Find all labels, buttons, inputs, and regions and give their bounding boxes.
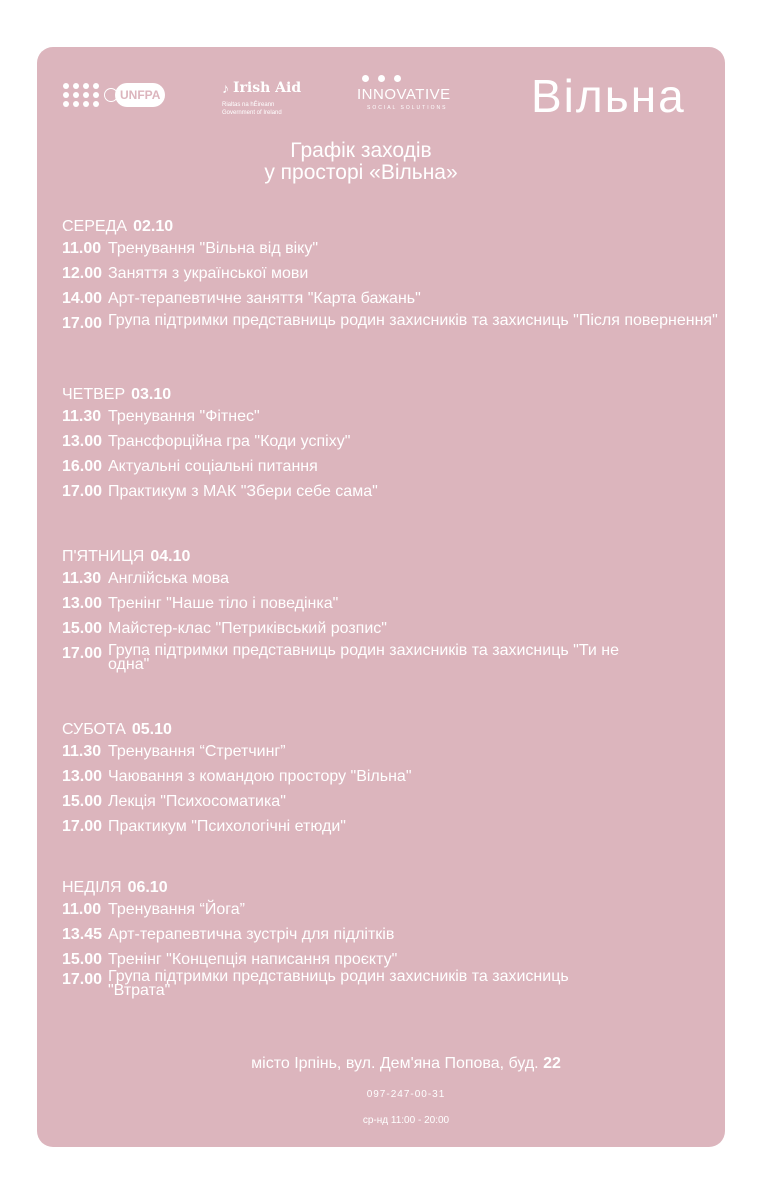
address [62, 1055, 725, 1073]
event-title: Тренування “Йога” [108, 901, 245, 918]
event-time: 17.00 [62, 971, 103, 988]
event-time: 16.00 [62, 458, 103, 475]
address-text: місто Ірпінь, вул. Дем'яна Попова, буд. [251, 1055, 539, 1072]
day-name: П'ЯТНИЦЯ [62, 548, 145, 565]
event-item [62, 619, 722, 639]
day-wednesday [62, 214, 722, 339]
event-item [62, 950, 722, 970]
event-item [62, 239, 722, 259]
day-date: 03.10 [131, 386, 172, 403]
event-item [62, 817, 722, 837]
event-title: Група підтримки представниць родин захисників та захисниць "Ти не одна" [108, 642, 619, 673]
address-building: 22 [543, 1055, 561, 1072]
event-item [62, 644, 622, 672]
event-title: Група підтримки представниць родин захисників та захисниць "Після повернення" [108, 312, 718, 329]
day-date: 05.10 [131, 721, 172, 738]
event-time: 11.30 [62, 743, 102, 760]
event-item [62, 407, 722, 427]
event-item [62, 289, 722, 309]
event-title: Тренування “Стретчинг” [108, 743, 286, 760]
event-item [62, 925, 722, 945]
title-line-2: у просторі «Вільна» [264, 161, 458, 184]
event-item [62, 314, 722, 334]
event-time: 11.00 [62, 240, 102, 257]
event-time: 13.00 [62, 595, 103, 612]
event-time: 17.00 [62, 483, 103, 500]
event-time: 14.00 [62, 290, 103, 307]
event-time: 15.00 [62, 951, 103, 968]
event-time: 17.00 [62, 315, 103, 332]
event-time: 13.00 [62, 433, 103, 450]
event-title: Тренування "Вільна від віку" [108, 240, 319, 257]
event-time: 13.00 [62, 768, 103, 785]
event-time: 13.45 [62, 926, 103, 943]
event-item [62, 432, 722, 452]
innovative-sub: SOCIAL SOLUTIONS [367, 105, 448, 111]
event-item [62, 594, 722, 614]
day-date: 06.10 [127, 879, 168, 896]
day-date: 02.10 [133, 218, 174, 235]
day-heading [62, 544, 722, 569]
event-title: Тренінг "Концепція написання проєкту" [108, 951, 398, 968]
poster-card [37, 47, 725, 1147]
event-item [62, 569, 722, 589]
opening-hours: ср-нд 11:00 - 20:00 [362, 1115, 450, 1126]
day-date: 04.10 [150, 548, 191, 565]
irish-aid-name: Irish Aid [233, 80, 302, 96]
day-heading [62, 214, 722, 239]
phone-number: 097-247-00-31 [366, 1089, 446, 1100]
day-name: ЧЕТВЕР [62, 386, 126, 403]
day-saturday [62, 717, 722, 842]
event-title: Арт-терапевтична зустріч для підлітків [108, 926, 395, 943]
innovative-logo [357, 75, 472, 111]
day-heading [62, 717, 722, 742]
event-title: Трансфорційна гра "Коди успіху" [108, 433, 351, 450]
event-time: 15.00 [62, 620, 103, 637]
event-title: Лекція "Психосоматика" [108, 793, 286, 810]
day-friday [62, 544, 722, 677]
event-time: 11.00 [62, 901, 102, 918]
irish-aid-line2: Government of Ireland [222, 110, 282, 116]
event-item [62, 970, 622, 998]
day-thursday [62, 382, 722, 507]
event-title: Чаювання з командою простору "Вільна" [108, 768, 412, 785]
page-title [37, 140, 725, 184]
harp-icon: ♪ [222, 80, 229, 96]
event-time: 12.00 [62, 265, 103, 282]
event-item [62, 900, 722, 920]
event-title: Заняття з української мови [108, 265, 309, 282]
event-time: 15.00 [62, 793, 103, 810]
unfpa-logo-text: UNFPA [115, 83, 165, 107]
day-heading [62, 875, 722, 900]
event-item [62, 457, 722, 477]
event-title: Арт-терапевтичне заняття "Карта бажань" [108, 290, 421, 307]
event-title: Актуальні соціальні питання [108, 458, 318, 475]
irish-aid-line1: Rialtas na hÉireann [222, 102, 275, 108]
event-time: 11.30 [62, 408, 102, 425]
day-name: СУБОТА [62, 721, 126, 738]
event-title: Група підтримки представниць родин захисників та захисниць "Втрата" [108, 968, 569, 999]
day-heading [62, 382, 722, 407]
three-dots-icon [357, 75, 472, 82]
day-sunday [62, 875, 722, 1003]
unfpa-logo [63, 79, 165, 111]
event-time: 17.00 [62, 645, 103, 662]
innovative-name: INNOVATIVE [357, 86, 451, 103]
event-time: 11.30 [62, 570, 102, 587]
event-title: Англійська мова [108, 570, 229, 587]
event-title: Практикум з МАК "Збери себе сама" [108, 483, 378, 500]
event-item [62, 742, 722, 762]
event-item [62, 792, 722, 812]
day-name: НЕДІЛЯ [62, 879, 122, 896]
event-item [62, 264, 722, 284]
event-item [62, 482, 722, 502]
event-title: Практикум "Психологічні етюди" [108, 818, 346, 835]
title-line-1: Графік заходів [290, 139, 432, 162]
day-name: СЕРЕДА [62, 218, 128, 235]
brand-logo: Вільна [531, 70, 686, 122]
event-title: Тренування "Фітнес" [108, 408, 260, 425]
dot-grid-icon [63, 83, 100, 107]
event-title: Майстер-клас "Петриківський розпис" [108, 620, 387, 637]
event-title: Тренінг "Наше тіло і поведінка" [108, 595, 339, 612]
event-item [62, 767, 722, 787]
event-time: 17.00 [62, 818, 103, 835]
